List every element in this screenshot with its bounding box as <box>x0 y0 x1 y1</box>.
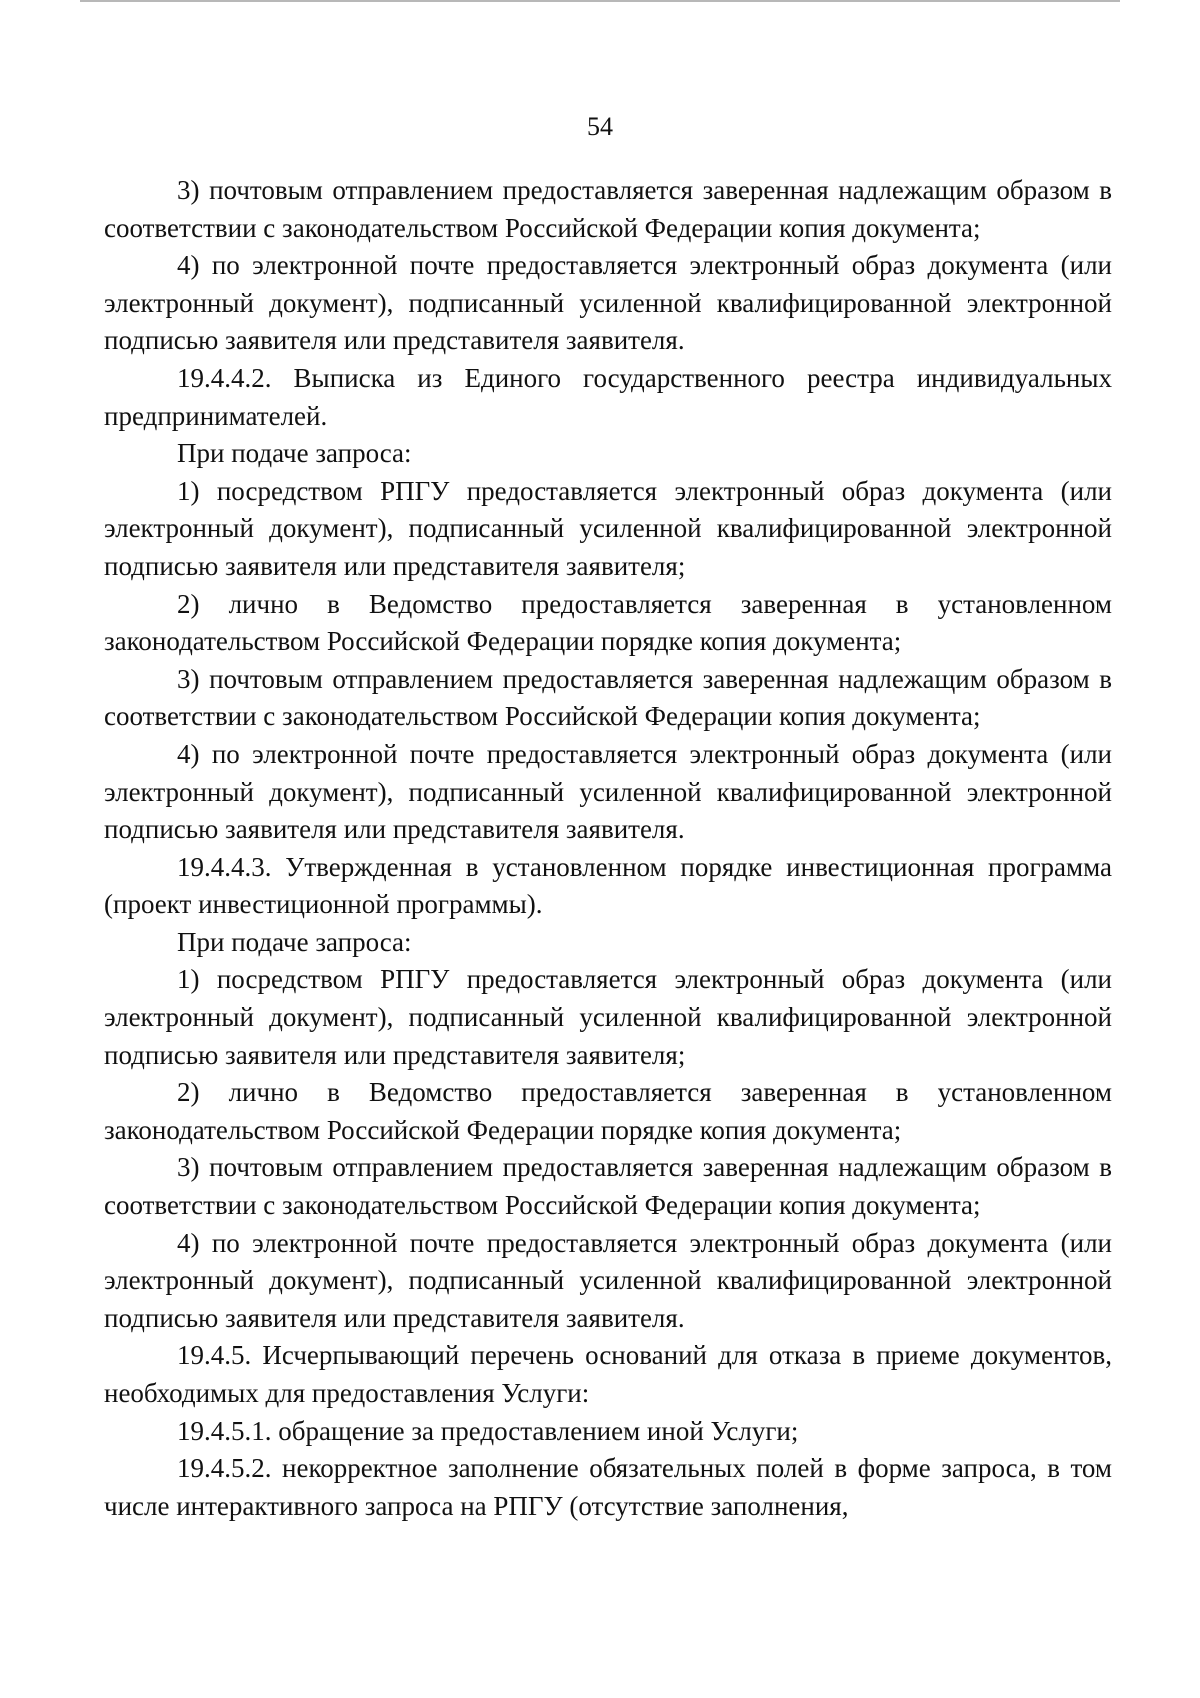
page-number: 54 <box>587 112 613 141</box>
paragraph-heading: 19.4.4.3. Утвержденная в установленном порядке инвестиционная программа (проект инвестиционной программы). <box>104 851 1112 920</box>
page-top-edge <box>80 0 1120 2</box>
paragraph: 1) посредством РПГУ предоставляется электронный образ документа (или электронный документ), подписанный усиленной квалифицированной электронной подписью заявителя или представителя заявителя; <box>104 964 1112 1070</box>
paragraph: 4) по электронной почте предоставляется электронный образ документа (или электронный документ), подписанный усиленной квалифицированной электронной подписью заявителя или представителя заявителя. <box>104 738 1112 845</box>
paragraph: При подаче запроса: <box>177 926 412 957</box>
paragraph: При подаче запроса: <box>177 438 412 469</box>
paragraph: 3) почтовым отправлением предоставляется заверенная надлежащим образом в соответствии с законодательством Российской Федерации копия документа; <box>104 175 1112 243</box>
paragraph: 2) лично в Ведомство предоставляется заверенная в установленном законодательством Российской Федерации порядке копия документа; <box>104 588 1112 657</box>
document-body <box>104 172 1112 1525</box>
paragraph: 4) по электронной почте предоставляется электронный образ документа (или электронный документ), подписанный усиленной квалифицированной электронной подписью заявителя или представителя заявителя. <box>104 1227 1112 1333</box>
paragraph: 1) посредством РПГУ предоставляется электронный образ документа (или электронный документ), подписанный усиленной квалифицированной электронной подписью заявителя или представителя заявителя; <box>104 475 1112 581</box>
paragraph: 3) почтовым отправлением предоставляется заверенная надлежащим образом в соответствии с законодательством Российской Федерации копия документа; <box>104 1152 1112 1221</box>
paragraph: 2) лично в Ведомство предоставляется заверенная в установленном законодательством Российской Федерации порядке копия документа; <box>104 1077 1112 1145</box>
paragraph-heading: 19.4.5. Исчерпывающий перечень оснований для отказа в приеме документов, необходимых для предоставления Услуги: <box>104 1340 1112 1408</box>
paragraph: 3) почтовым отправлением предоставляется заверенная надлежащим образом в соответствии с законодательством Российской Федерации копия документа; <box>104 663 1112 732</box>
paragraph-heading: 19.4.4.2. Выписка из Единого государственного реестра индивидуальных предпринимателей. <box>104 362 1112 431</box>
paragraph: 19.4.5.2. некорректное заполнение обязательных полей в форме запроса, в том числе интерактивного запроса на РПГУ (отсутствие заполнения, <box>104 1453 1112 1521</box>
paragraph: 19.4.5.1. обращение за предоставлением иной Услуги; <box>177 1415 799 1446</box>
paragraph: 4) по электронной почте предоставляется электронный образ документа (или электронный документ), подписанный усиленной квалифицированной электронной подписью заявителя или представителя заявителя. <box>104 250 1112 356</box>
